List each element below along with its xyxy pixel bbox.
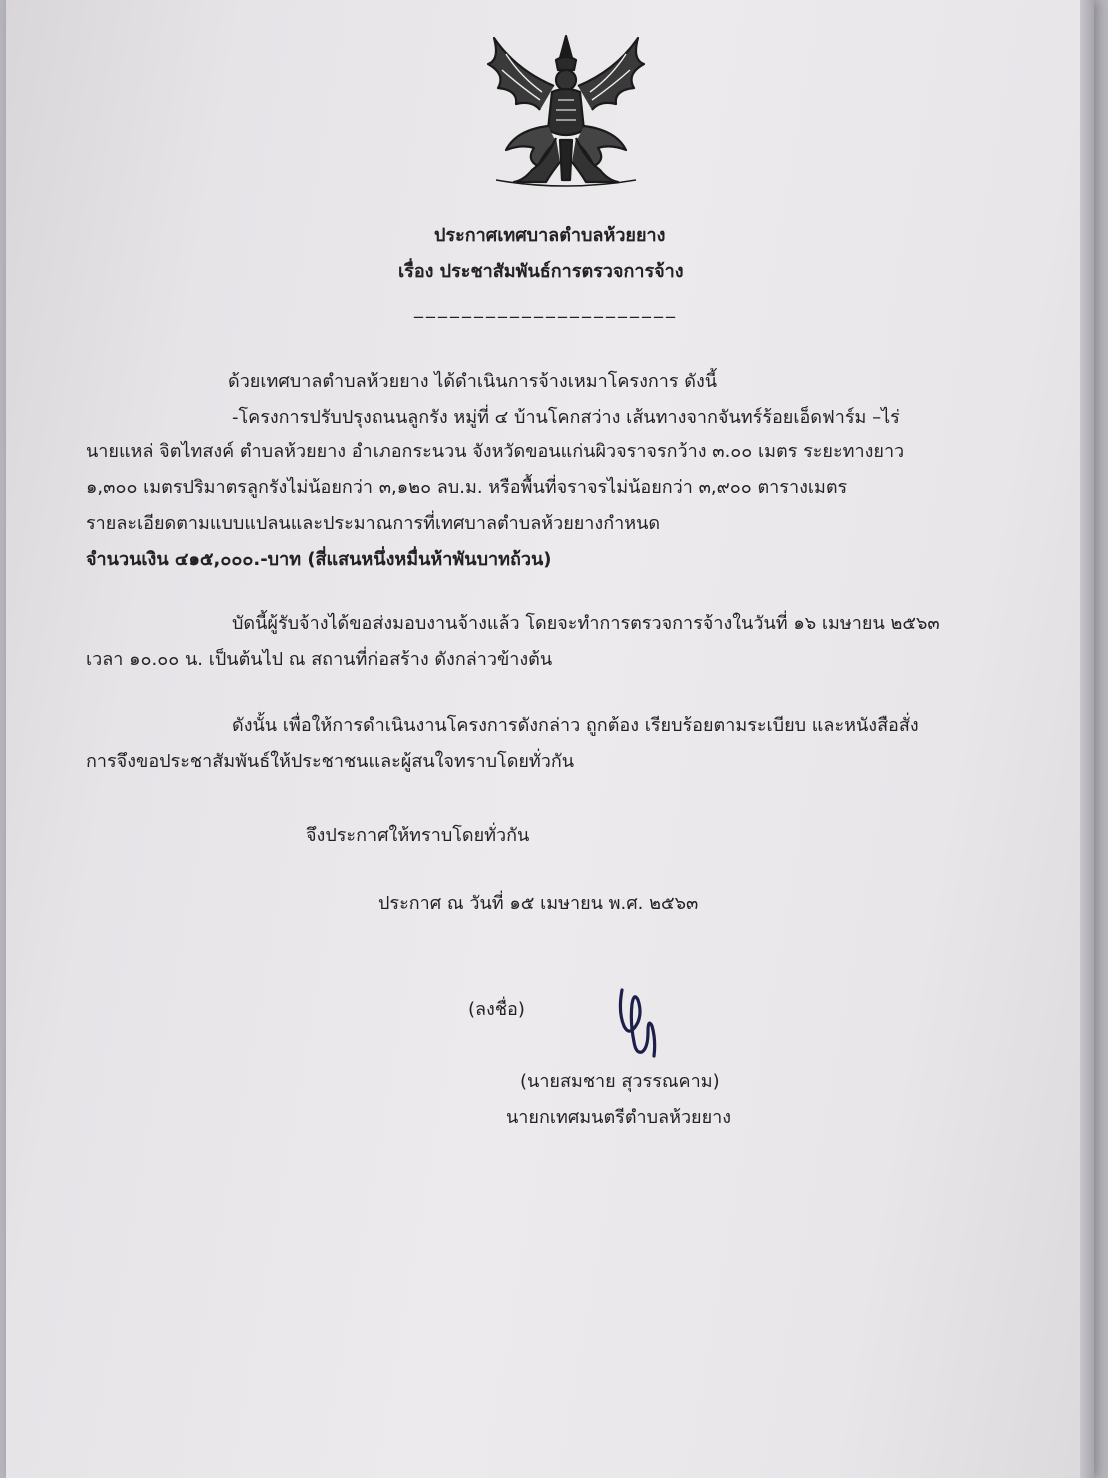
title-divider: ______________________ xyxy=(414,298,678,319)
document-page xyxy=(6,0,1094,1478)
paragraph-3-line-1: ดังนั้น เพื่อให้การดำเนินงานโครงการดังกล่าว ถูกต้อง เรียบร้อยตามระเบียบ และหนังสือสั่ง xyxy=(232,715,919,736)
handwritten-signature-icon xyxy=(604,982,664,1062)
paragraph-3-line-2: การจึงขอประชาสัมพันธ์ให้ประชาชนและผู้สนใจทราบโดยทั่วกัน xyxy=(86,751,575,772)
paragraph-2-line-1: บัดนี้ผู้รับจ้างได้ขอส่งมอบงานจ้างแล้ว โดยจะทำการตรวจการจ้างในวันที่ ๑๖ เมษายน ๒๕๖๓ xyxy=(232,613,940,634)
announcement-date: ประกาศ ณ วันที่ ๑๕ เมษายน พ.ศ. ๒๕๖๓ xyxy=(378,893,699,914)
paragraph-1-line-2: -โครงการปรับปรุงถนนลูกรัง หมู่ที่ ๔ บ้านโคกสว่าง เส้นทางจากจันทร์ร้อยเอ็ดฟาร์ม –ไร่ xyxy=(232,407,900,428)
paragraph-2-line-2: เวลา ๑๐.๐๐ น. เป็นต้นไป ณ สถานที่ก่อสร้าง ดังกล่าวข้างต้น xyxy=(86,649,553,670)
paragraph-1-line-5: รายละเอียดตามแบบแปลนและประมาณการที่เทศบาลตำบลห้วยยางกำหนด xyxy=(86,513,661,534)
paragraph-1-line-1: ด้วยเทศบาลตำบลห้วยยาง ได้ดำเนินการจ้างเหมาโครงการ ดังนี้ xyxy=(228,371,718,392)
paragraph-1-line-3: นายแหล่ จิตไทสงค์ ตำบลห้วยยาง อำเภอกระนวน จังหวัดขอนแก่นผิวจราจรกว้าง ๓.๐๐ เมตร ระยะทางยาว xyxy=(86,441,905,462)
amount-line: จำนวนเงิน ๔๑๕,๐๐๐.-บาท (สี่แสนหนึ่งหมื่นห้าพันบาทถ้วน) xyxy=(86,549,552,570)
announcement-title: ประกาศเทศบาลตำบลห้วยยาง xyxy=(434,225,666,246)
paper-edge xyxy=(1080,0,1094,1478)
sign-label: (ลงชื่อ) xyxy=(468,999,525,1020)
signer-position: นายกเทศมนตรีตำบลห้วยยาง xyxy=(506,1107,732,1128)
announcement-subject: เรื่อง ประชาสัมพันธ์การตรวจการจ้าง xyxy=(398,261,684,282)
garuda-emblem-icon xyxy=(476,30,656,195)
signer-name: (นายสมชาย สุวรรณคาม) xyxy=(520,1071,720,1092)
closing-line: จึงประกาศให้ทราบโดยทั่วกัน xyxy=(306,825,530,846)
paragraph-1-line-4: ๑,๓๐๐ เมตรปริมาตรลูกรังไม่น้อยกว่า ๓,๑๒๐ ลบ.ม. หรือพื้นที่จราจรไม่น้อยกว่า ๓,๙๐๐ ตารางเมตร xyxy=(86,477,848,498)
